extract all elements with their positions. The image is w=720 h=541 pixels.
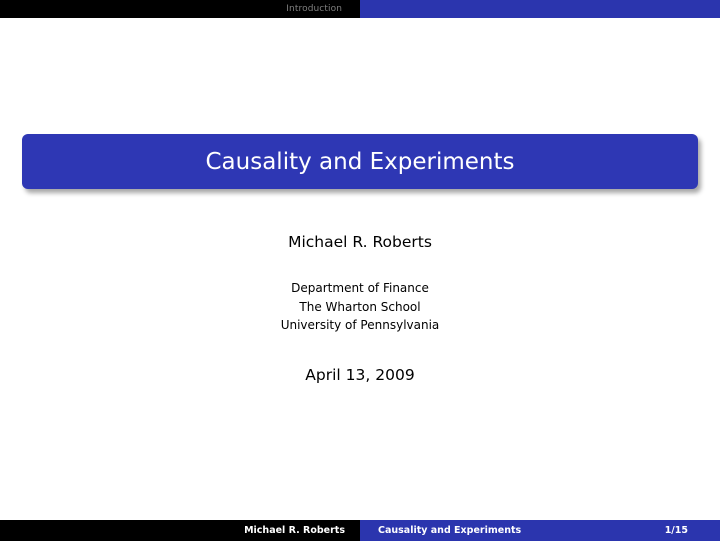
footer-page-number: 1/15: [664, 525, 688, 536]
top-bar-right: [360, 0, 720, 18]
nav-section-introduction[interactable]: Introduction: [286, 4, 342, 14]
institute-line-department: Department of Finance: [291, 281, 429, 295]
top-navigation-bar: [0, 0, 720, 18]
top-bar-left: [0, 0, 360, 18]
title-block: [22, 134, 698, 189]
institute-line-school: The Wharton School: [299, 299, 421, 314]
footer-bar: [0, 520, 720, 541]
footer-title: Causality and Experiments: [378, 525, 522, 536]
slide-title: Causality and Experiments: [205, 148, 515, 175]
footer-author: Michael R. Roberts: [244, 525, 345, 536]
footer-right: [360, 520, 720, 541]
institute-block: [0, 279, 720, 335]
author-name: Michael R. Roberts: [288, 233, 432, 251]
footer-left: [0, 520, 360, 541]
institute-line-university: University of Pennsylvania: [280, 318, 440, 332]
presentation-date: April 13, 2009: [305, 366, 415, 384]
